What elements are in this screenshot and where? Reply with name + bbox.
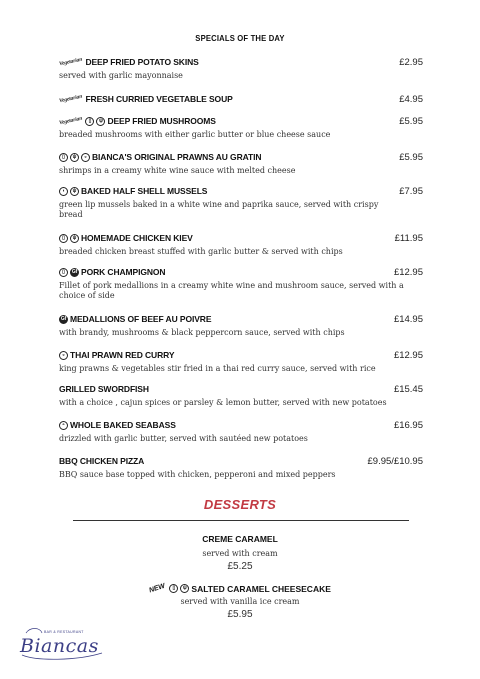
menu-item-name (59, 57, 199, 67)
allergen-crustacean-icon: ◒ (59, 351, 68, 360)
menu-item-name (59, 350, 174, 360)
menu-item-price: £5.95 (399, 152, 423, 163)
menu-item-description: shrimps in a creamy white wine sauce with melted cheese (59, 166, 296, 175)
allergen-milk-icon: ▯ (59, 234, 68, 243)
allergen-gluten-icon: ψ (70, 187, 79, 196)
menu-item-title: MEDALLIONS OF BEEF AU POIVRE (70, 314, 212, 324)
menu-item-description: served with garlic mayonnaise (59, 71, 183, 80)
menu-item (59, 233, 423, 257)
menu-item-name (59, 314, 211, 324)
menu-item-title: DEEP FRIED MUSHROOMS (107, 116, 216, 126)
dessert-name (202, 534, 278, 544)
dessert-name (149, 584, 331, 594)
menu-item (59, 152, 423, 176)
menu-item-description: drizzled with garlic butter, served with sautéed new potatoes (59, 434, 308, 443)
menu-item-price: £5.95 (399, 116, 423, 127)
menu-item-title: DEEP FRIED POTATO SKINS (85, 57, 199, 67)
menu-item-price: £15.45 (393, 384, 423, 395)
menu-item-price: £11.95 (394, 233, 423, 244)
menu-item (59, 456, 423, 480)
new-badge: NEW (148, 582, 167, 595)
dessert-description: served with vanilla ice cream (180, 597, 300, 606)
dessert-price: £5.95 (227, 609, 253, 620)
menu-item-title: PORK CHAMPIGNON (81, 267, 166, 277)
menu-item-price: £2.95 (399, 57, 423, 68)
allergen-gluten-icon: ψ (70, 153, 79, 162)
menu-item-price: £16.95 (393, 420, 423, 431)
allergen-gluten-icon: ψ (70, 234, 79, 243)
menu-item-name (59, 116, 216, 126)
dessert-title: CREME CARAMEL (202, 534, 278, 544)
menu-item-name (59, 94, 233, 104)
menu-item-description: BBQ sauce base topped with chicken, pepperoni and mixed peppers (59, 470, 336, 479)
menu-item-description: breaded chicken breast stuffed with garlic butter & served with chips (59, 247, 343, 256)
logo-subtext: BAR & RESTAURANT (44, 630, 84, 634)
dessert-title: SALTED CARAMEL CHEESECAKE (191, 583, 331, 594)
menu-item-title: BBQ CHICKEN PIZZA (59, 456, 145, 466)
vegetarian-icon: Vegetarian (58, 115, 83, 127)
menu-item-title: BAKED HALF SHELL MUSSELS (81, 186, 208, 196)
menu-item (59, 57, 423, 81)
allergen-milk-icon: ▯ (59, 268, 68, 277)
menu-item-description: Fillet of pork medallions in a creamy white wine and mushroom sauce, served with a choice of side (59, 281, 404, 301)
menu-item-title: FRESH CURRIED VEGETABLE SOUP (85, 94, 233, 104)
dessert-price: £5.25 (227, 561, 253, 572)
menu-item-title: GRILLED SWORDFISH (59, 384, 149, 394)
restaurant-logo (16, 625, 106, 665)
menu-item-title: THAI PRAWN RED CURRY (70, 350, 175, 360)
menu-item-name (59, 267, 165, 277)
divider (73, 520, 409, 521)
allergen-milk-icon: ▯ (169, 584, 178, 593)
logo-text: Biancas (20, 635, 99, 657)
menu-item-price: £4.95 (399, 94, 423, 105)
menu-item-price: £12.95 (393, 350, 423, 361)
vegetarian-icon: Vegetarian (58, 56, 83, 68)
page-title: SPECIALS OF THE DAY (195, 33, 285, 43)
allergen-milk-icon: ▯ (59, 153, 68, 162)
gluten-free-icon: Gf (60, 315, 67, 322)
dessert-description: served with cream (202, 549, 278, 558)
gluten-free-icon: Gf (71, 268, 78, 275)
menu-item (59, 267, 423, 302)
menu-item-description: green lip mussels baked in a white wine and paprika sauce, served with crispy bread (59, 200, 379, 220)
menu-item-title: BIANCA'S ORIGINAL PRAWNS AU GRATIN (92, 152, 262, 162)
menu-item (59, 314, 423, 338)
dessert-item (0, 575, 480, 620)
menu-item-title: WHOLE BAKED SEABASS (70, 420, 176, 430)
menu-item (59, 350, 423, 374)
dessert-item (0, 527, 480, 572)
menu-item-price: £12.95 (393, 267, 423, 278)
vegetarian-icon: Vegetarian (58, 93, 83, 105)
allergen-mollusc-icon: ◖ (59, 187, 68, 196)
desserts-heading: DESSERTS (203, 497, 277, 512)
menu-item (59, 116, 423, 140)
menu-item-name (59, 152, 261, 162)
menu-item-price: £7.95 (399, 186, 423, 197)
allergen-milk-icon: ▯ (85, 117, 94, 126)
allergen-gluten-icon: ψ (180, 584, 189, 593)
menu-item-description: with a choice , cajun spices or parsley & lemon butter, served with new potatoes (59, 398, 387, 407)
menu-item (59, 186, 423, 221)
allergen-crustacean-icon: ◒ (81, 153, 90, 162)
menu-item (59, 94, 423, 106)
menu-item-title: HOMEMADE CHICKEN KIEV (81, 233, 193, 243)
allergen-gluten-icon: ψ (96, 117, 105, 126)
menu-item-name (59, 420, 176, 430)
menu-item-name (59, 384, 149, 394)
menu-item-description: king prawns & vegetables stir fried in a thai red curry sauce, served with rice (59, 364, 376, 373)
allergen-fish-icon: ◓ (59, 421, 68, 430)
menu-item-name (59, 233, 193, 243)
menu-item-price: £9.95/£10.95 (367, 456, 423, 467)
menu-item-description: breaded mushrooms with either garlic butter or blue cheese sauce (59, 130, 331, 139)
menu-item (59, 384, 423, 408)
menu-item (59, 420, 423, 444)
menu-item-name (59, 186, 207, 196)
menu-item-price: £14.95 (393, 314, 423, 325)
menu-item-name (59, 456, 144, 466)
menu-item-description: with brandy, mushrooms & black peppercorn sauce, served with chips (59, 328, 345, 337)
